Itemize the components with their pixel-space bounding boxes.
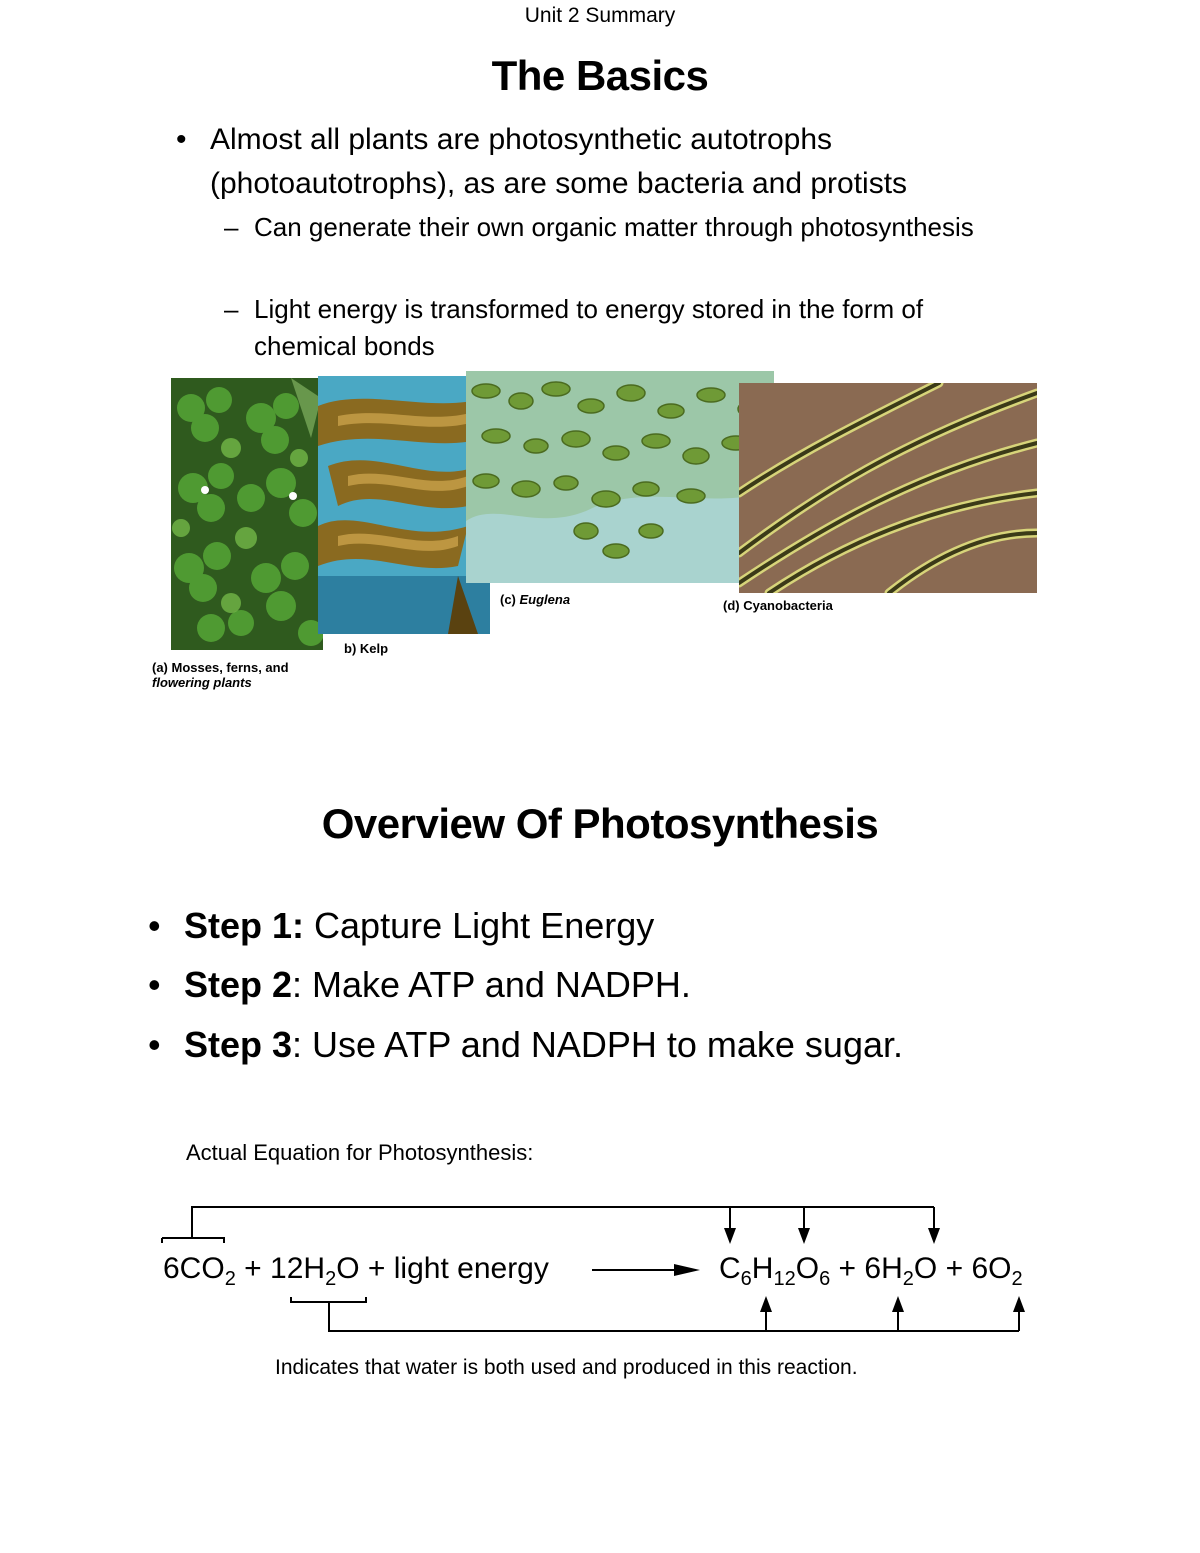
plus-sign: + xyxy=(367,1252,386,1285)
water-term xyxy=(864,1252,938,1290)
step-label: Step 3 xyxy=(184,1024,293,1065)
bullet-text: Almost all plants are photosynthetic autotrophs (photoautotrophs), as are some bacteria and protists xyxy=(210,123,908,200)
step-description: : Use ATP and NADPH to make sugar. xyxy=(292,1024,903,1065)
h2o-sub: 2 xyxy=(325,1268,337,1290)
light-energy-term: light energy xyxy=(393,1252,549,1285)
glucose-o-sub: 6 xyxy=(819,1268,831,1290)
step-description: : Make ATP and NADPH. xyxy=(292,964,691,1005)
equation-products xyxy=(719,1252,1023,1291)
sub-bullet-text: Can generate their own organic matter through photosynthesis xyxy=(254,212,974,242)
caption-c-name: Euglena xyxy=(519,592,571,607)
glucose-c: C xyxy=(719,1252,741,1285)
equation-label: Actual Equation for Photosynthesis: xyxy=(186,1140,534,1165)
plus-sign: + xyxy=(945,1252,964,1285)
glucose-o: O xyxy=(795,1252,820,1285)
sub-bullet-text: Light energy is transformed to energy stored in the form of chemical bonds xyxy=(254,294,924,361)
caption-a-italic: flowering plants xyxy=(152,675,252,690)
co2-sub: 2 xyxy=(224,1268,236,1290)
step-label: Step 2 xyxy=(184,964,293,1005)
caption-c-prefix: (c) xyxy=(500,592,520,607)
plus-sign: + xyxy=(244,1252,262,1285)
h2o-term xyxy=(270,1252,360,1290)
o2-term xyxy=(971,1252,1023,1290)
bullet-symbol: • xyxy=(148,905,161,946)
equation-reactants xyxy=(163,1252,549,1291)
h2o-coef: 12H xyxy=(270,1252,326,1285)
glucose-h-sub: 12 xyxy=(773,1268,796,1290)
step-description: Capture Light Energy xyxy=(304,905,655,946)
section-title-overview: Overview Of Photosynthesis xyxy=(321,800,879,847)
bullet-symbol: • xyxy=(148,1024,161,1065)
equation-note: Indicates that water is both used and produced in this reaction. xyxy=(275,1356,858,1379)
water-coef: 6H xyxy=(864,1252,903,1285)
caption-d: (d) Cyanobacteria xyxy=(723,598,833,613)
h2o-tail: O xyxy=(336,1252,360,1285)
page-header: Unit 2 Summary xyxy=(524,4,676,27)
bullet-symbol: • xyxy=(176,123,187,156)
dash-symbol: – xyxy=(224,294,239,324)
section-title-basics: The Basics xyxy=(491,52,709,99)
water-tail: O xyxy=(913,1252,938,1285)
o2-coef: 6O xyxy=(971,1252,1012,1285)
o2-sub: 2 xyxy=(1011,1268,1023,1290)
co2-coef: 6CO xyxy=(163,1252,225,1285)
step-label: Step 1: xyxy=(184,905,305,946)
caption-b: b) Kelp xyxy=(344,641,389,656)
dash-symbol: – xyxy=(224,212,239,242)
glucose-c-sub: 6 xyxy=(740,1268,752,1290)
co2-term xyxy=(163,1252,236,1290)
glucose-h: H xyxy=(751,1252,774,1285)
glucose-term xyxy=(719,1252,831,1290)
caption-a-line1: (a) Mosses, ferns, and xyxy=(152,660,289,675)
plus-sign: + xyxy=(838,1252,857,1285)
water-sub: 2 xyxy=(902,1268,914,1290)
bullet-symbol: • xyxy=(148,964,161,1005)
